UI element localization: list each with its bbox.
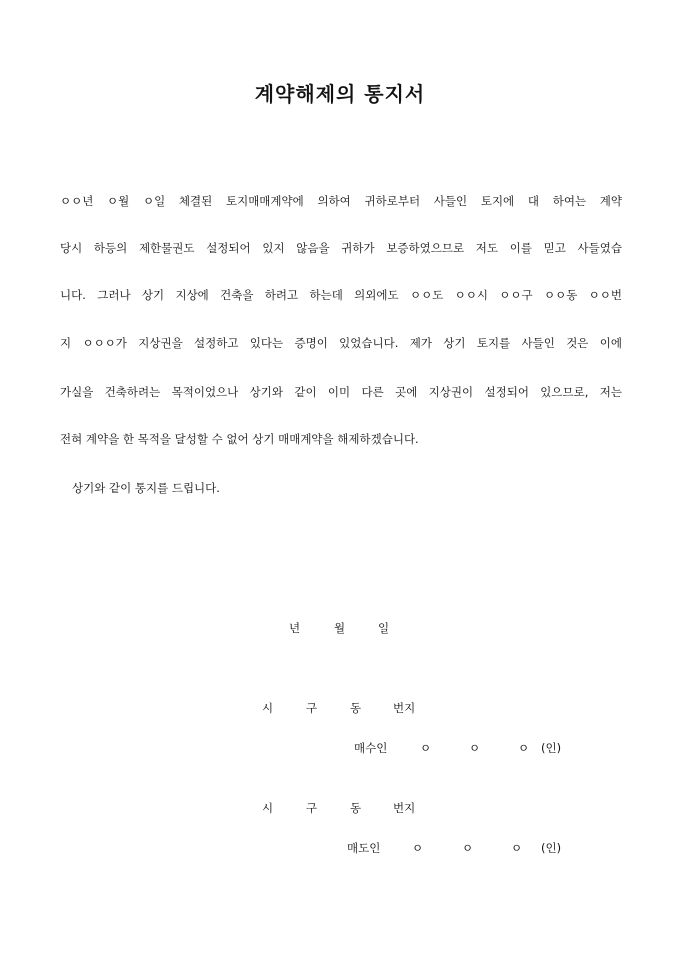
- date-month-label: 월: [334, 621, 346, 635]
- date-day-label: 일: [378, 621, 390, 635]
- body-line-1: ㅇㅇ년 ㅇ월 ㅇ일 체결된 토지매매계약에 의하여 귀하로부터 사들인 토지에 대 하여는 계약: [60, 194, 622, 208]
- body-line-5: 가실을 건축하려는 목적이었으나 상기와 같이 이미 다른 곳에 지상권이 설정되어 있으므로, 저는: [60, 385, 622, 399]
- document-title: 계약해제의 통지서: [254, 82, 426, 106]
- closing-sentence: 상기와 같이 통지를 드립니다.: [72, 481, 220, 495]
- seller-address-si: 시: [262, 801, 274, 815]
- buyer-address-dong: 동: [350, 701, 362, 715]
- date-year-label: 년: [289, 621, 301, 635]
- buyer-name-placeholder-2: ㅇ: [469, 741, 481, 755]
- seller-seal-mark: (인): [541, 841, 562, 855]
- buyer-address-gu: 구: [306, 701, 318, 715]
- body-line-6: 전혀 계약을 한 목적을 달성할 수 없어 상기 매매계약을 해제하겠습니다.: [60, 432, 419, 446]
- seller-name-placeholder-2: ㅇ: [462, 841, 474, 855]
- seller-role-label: 매도인: [347, 841, 381, 855]
- seller-name-placeholder-1: ㅇ: [412, 841, 424, 855]
- buyer-address-si: 시: [262, 701, 274, 715]
- body-line-3: 니다. 그러나 상기 지상에 건축을 하려고 하는데 의외에도 ㅇㅇ도 ㅇㅇ시 ㅇㅇ구 ㅇㅇ동 ㅇㅇ번: [60, 288, 622, 302]
- buyer-name-placeholder-1: ㅇ: [420, 741, 432, 755]
- seller-address-dong: 동: [350, 801, 362, 815]
- seller-address-beonji: 번지: [393, 801, 416, 815]
- buyer-seal-mark: (인): [541, 741, 562, 755]
- seller-address-gu: 구: [306, 801, 318, 815]
- buyer-name-placeholder-3: ㅇ: [518, 741, 530, 755]
- seller-name-placeholder-3: ㅇ: [511, 841, 523, 855]
- body-line-2: 당시 하등의 제한물권도 설정되어 있지 않음을 귀하가 보증하였으므로 저도 이를 믿고 사들였습: [60, 241, 622, 255]
- buyer-role-label: 매수인: [354, 741, 388, 755]
- buyer-address-beonji: 번지: [393, 701, 416, 715]
- body-line-4: 지 ㅇㅇㅇ가 지상권을 설정하고 있다는 증명이 있었습니다. 제가 상기 토지를 사들인 것은 이에: [60, 336, 622, 350]
